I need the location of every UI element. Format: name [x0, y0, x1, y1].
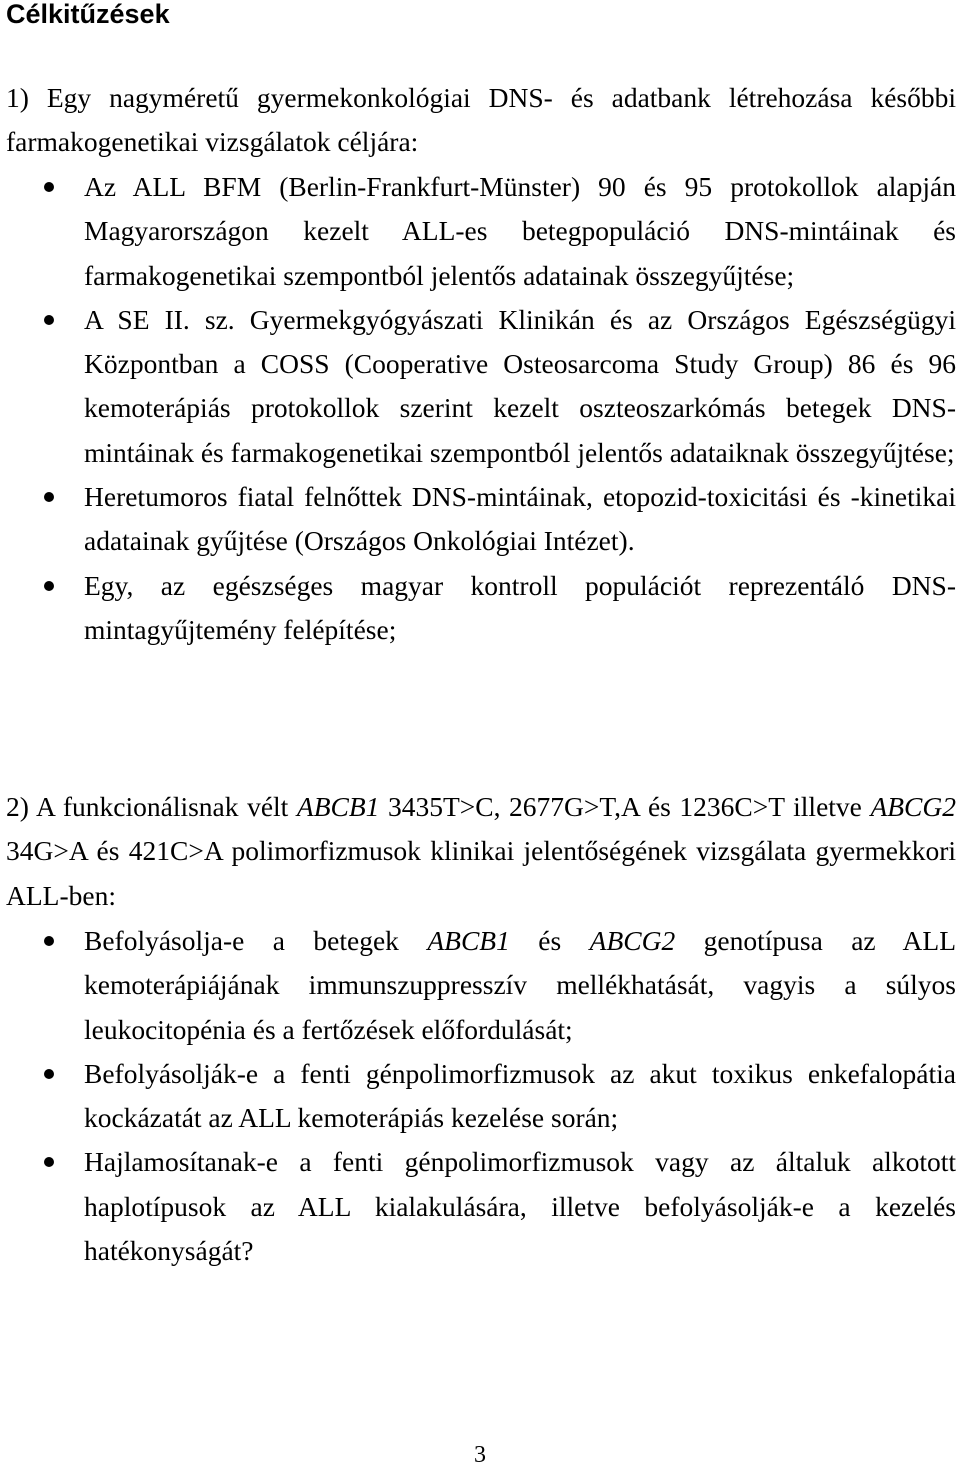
list-item: [0, 298, 956, 475]
bullet-icon: [44, 182, 54, 192]
section-heading: Célkitűzések: [6, 0, 170, 29]
bullet-icon: [44, 492, 54, 502]
section1-bullet-list: [0, 165, 960, 652]
bullet-text-part: és: [509, 925, 590, 956]
list-item: [0, 475, 956, 564]
list-item: [0, 1052, 956, 1141]
gene-name: ABCG2: [589, 925, 676, 956]
bullet-text: A SE II. sz. Gyermekgyógyászati Klinikán és az Országos Egészségügyi Központban a COSS (Cooperative Osteosarcoma Study Group) 86 és 96 kemoterápiás protokollok szerint kezelt oszteoszarkómás betegek DNS-mintáinak és farmakogenetikai szempontból jelentős adataiknak összegyűjtése;: [84, 303, 956, 468]
bullet-text: Befolyásolják-e a fenti génpolimorfizmusok az akut toxikus enkefalopátia kockázatát az ALL kemoterápiás kezelése során;: [84, 1057, 956, 1134]
bullet-text-part: genotípusa az ALL kemoterápiájának immunszuppresszív mellékhatását, vagyis a súlyos leukocitopénia és a fertőzések előfordulását;: [84, 925, 956, 1045]
bullet-icon: [44, 581, 54, 591]
bullet-icon: [44, 1069, 54, 1079]
page-number: 3: [474, 1442, 486, 1468]
gene-name: ABCB1: [427, 925, 510, 956]
gene-name: ABCG2: [870, 791, 956, 822]
list-item: [0, 564, 956, 653]
intro-text: 3435T>C, 2677G>T,A és 1236C>T illetve: [379, 791, 871, 822]
gene-name: ABCB1: [296, 791, 380, 822]
bullet-text: Hajlamosítanak-e a fenti génpolimorfizmusok vagy az általuk alkotott haplotípusok az ALL kialakulására, illetve befolyásolják-e a kezelés hatékonyságát?: [84, 1146, 956, 1267]
intro-text: 2) A funkcionálisnak vélt: [6, 791, 297, 822]
bullet-text: Heretumoros fiatal felnőttek DNS-mintáinak, etopozid-toxicitási és -kinetikai adatainak gyűjtése (Országos Onkológiai Intézet).: [84, 481, 956, 557]
list-item: [0, 919, 956, 1052]
bullet-text: Egy, az egészséges magyar kontroll populációt reprezentáló DNS-mintagyűjtemény felépítése;: [84, 569, 956, 645]
bullet-text-part: Befolyásolja-e a betegek: [84, 925, 428, 956]
bullet-text: [84, 919, 956, 1052]
intro-text: 34G>A és 421C>A polimorfizmusok klinikai jelentőségének vizsgálata gyermekkori ALL-ben:: [6, 835, 956, 911]
bullet-icon: [44, 1157, 54, 1167]
section1-intro: 1) Egy nagyméretű gyermekonkológiai DNS- és adatbank létrehozása későbbi farmakogenetikai vizsgálatok céljára:: [6, 82, 956, 158]
bullet-icon: [44, 936, 54, 946]
list-item: [0, 165, 956, 298]
list-item: [0, 1140, 956, 1273]
bullet-icon: [44, 315, 54, 325]
section2-bullet-list: [0, 919, 960, 1273]
bullet-text: Az ALL BFM (Berlin-Frankfurt-Münster) 90 és 95 protokollok alapján Magyarországon kezelt ALL-es betegpopuláció DNS-mintáinak és farmakogenetikai szempontból jelentős adatainak összegyűjtése;: [84, 171, 956, 291]
section2-intro: [6, 785, 956, 918]
